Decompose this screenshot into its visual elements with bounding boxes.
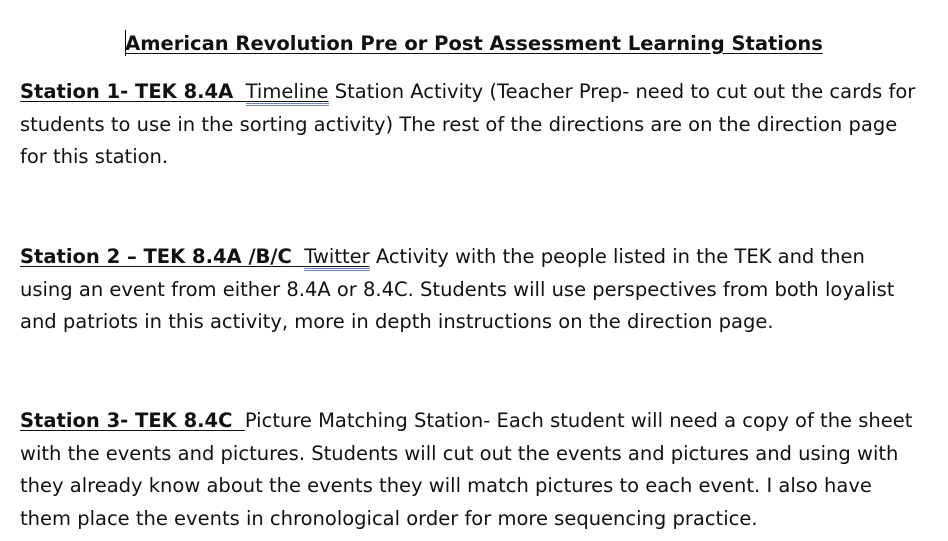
document-title-line[interactable]: [0, 30, 948, 57]
station-1-label[interactable]: Station 1- TEK 8.4A: [20, 80, 234, 103]
station-2-keyword[interactable]: Twitter: [304, 245, 369, 271]
station-2-label[interactable]: Station 2 – TEK 8.4A /B/C: [20, 245, 292, 268]
station-1-text[interactable]: Station Activity (Teacher Prep- need to cut out the cards for students to use in the sorting activity) The rest of the directions are on the direction page for this station.: [20, 80, 916, 169]
station-3-text[interactable]: Picture Matching Station- Each student will need a copy of the sheet with the events and pictures. Students will cut out the events and pictures and using with they already know about the events they will match pictures to each event. I also have them place the events in chronological order for more sequencing practice.: [20, 409, 913, 531]
station-3-label[interactable]: Station 3- TEK 8.4C: [20, 409, 233, 432]
document-title[interactable]: American Revolution Pre or Post Assessment Learning Stations: [125, 32, 823, 55]
station-1-paragraph[interactable]: [20, 76, 920, 174]
station-2-text[interactable]: Activity with the people listed in the TEK and then using an event from either 8.4A or 8.4C. Students will use perspectives from both loyalist and patriots in this activity, more in depth instructions on the direction page.: [20, 245, 895, 334]
underline-space: [233, 80, 245, 103]
underline-space: [292, 245, 304, 268]
underline-space: [232, 409, 244, 432]
station-3-paragraph[interactable]: [20, 405, 920, 536]
station-2-paragraph[interactable]: [20, 241, 920, 339]
station-1-keyword[interactable]: Timeline: [246, 80, 329, 106]
